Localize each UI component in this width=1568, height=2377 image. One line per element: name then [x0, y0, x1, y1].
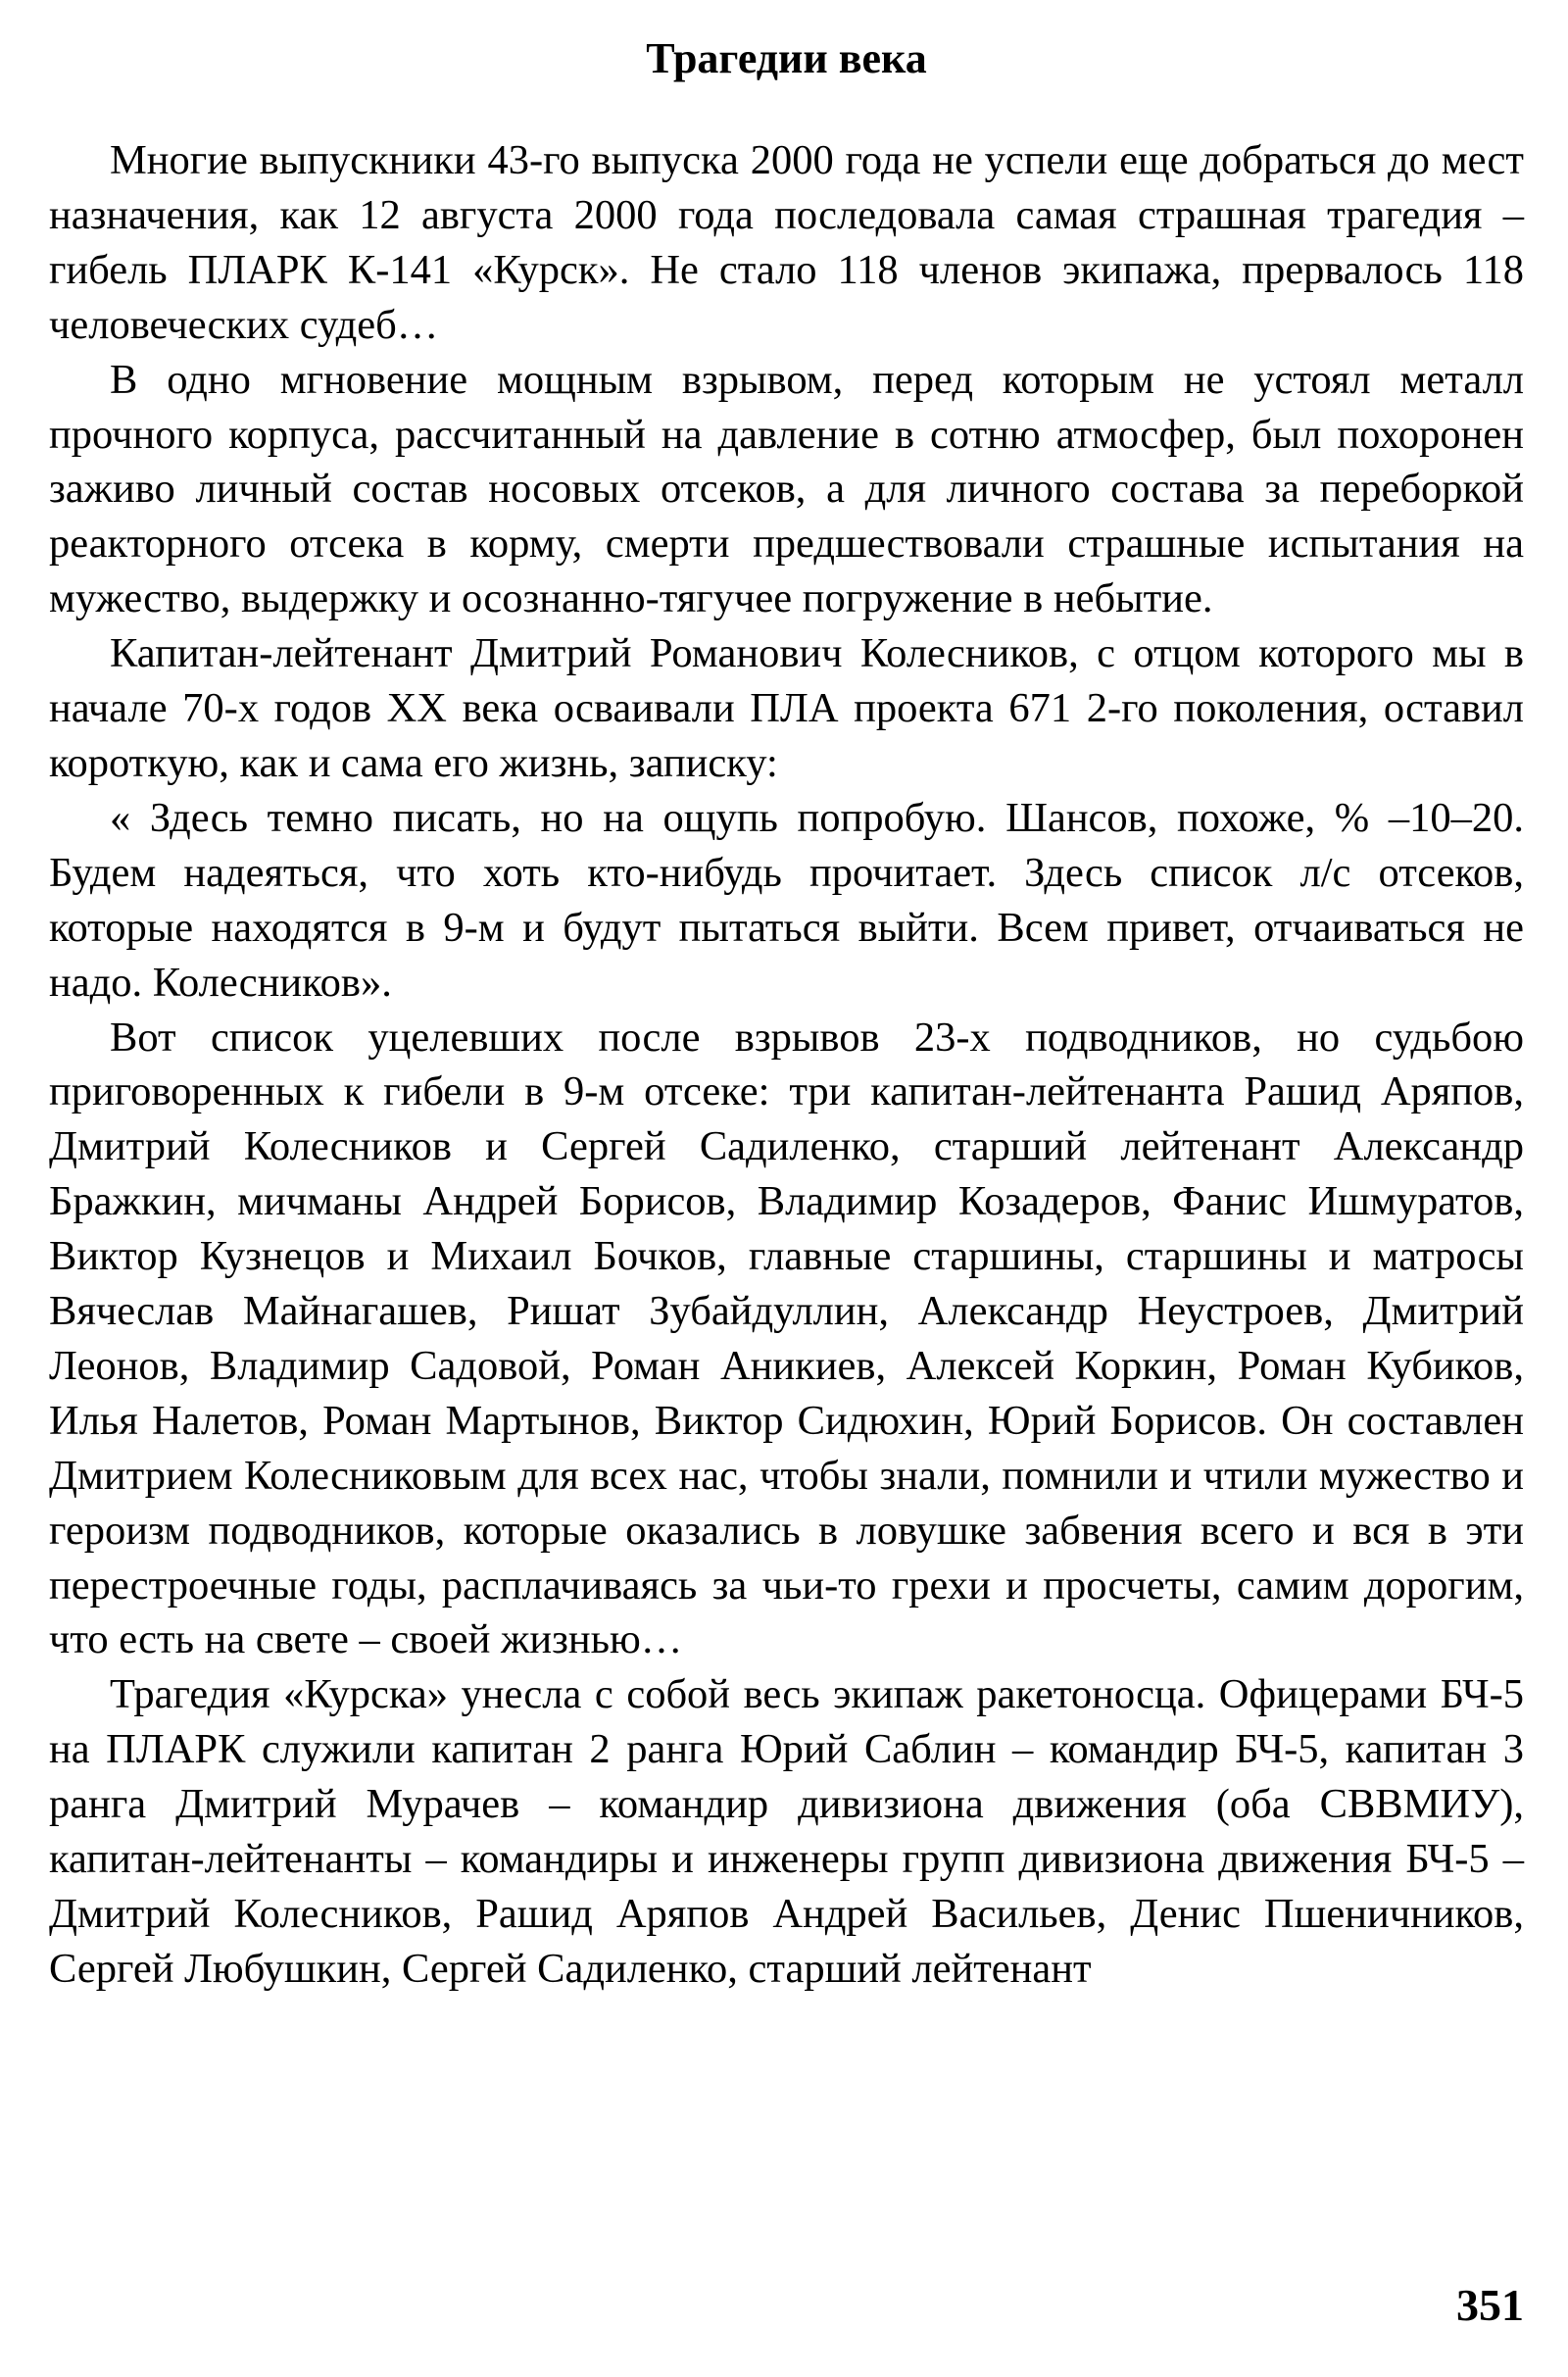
page-number: 351 [1456, 2280, 1524, 2330]
chapter-title: Трагедии века [646, 34, 927, 82]
paragraph: « Здесь темно писать, но на ощупь попробую. Шансов, похоже, % –10–20. Будем надеяться, что хоть кто-нибудь прочитает. Здесь список л/с отсеков, которые находятся в 9-м и будут пытаться выйти. Всем привет, отчаиваться не надо. Колесников». [49, 794, 1524, 1006]
paragraph: Вот список уцелевших после взрывов 23-х подводников, но судьбою приговоренных к гибели в 9-м отсеке: три капитан-лейтенанта Рашид Аряпов, Дмитрий Колесников и Сергей Садиленко, старший лейтенант Александр Бражкин, мичманы Андрей Борисов, Владимир Козадеров, Фанис Ишмуратов, Виктор Кузнецов и Михаил Бочков, главные старшины, старшины и матросы Вячеслав Майнагашев, Ришат Зубайдуллин, Александр Неустроев, Дмитрий Леонов, Владимир Садовой, Роман Аникиев, Алексей Коркин, Роман Кубиков, Илья Налетов, Роман Мартынов, Виктор Сидюхин, Юрий Борисов. Он составлен Дмитрием Колесниковым для всех нас, чтобы знали, помнили и чтили мужество и героизм подводников, которые оказались в ловушке забвения всего и вся в эти перестроечные годы, расплачиваясь за чьи-то грехи и просчеты, самим дорогим, что есть на свете – своей жизнью… [49, 1014, 1524, 1663]
paragraph: В одно мгновение мощным взрывом, перед которым не устоял металл прочного корпуса, рассчитанный на давление в сотню атмосфер, был похоронен заживо личный состав носовых отсеков, а для личного состава за переборкой реакторного отсека в корму, смерти предшествовали страшные испытания на мужество, выдержку и осознанно-тягучее погружение в небытие. [49, 356, 1524, 622]
book-page [49, 29, 1524, 1997]
paragraph: Капитан-лейтенант Дмитрий Романович Колесников, с отцом которого мы в начале 70-х годов XX века осваивали ПЛА проекта 671 2-го поколения, оставил короткую, как и сама его жизнь, записку: [49, 630, 1524, 786]
paragraph: Многие выпускники 43-го выпуска 2000 года не успели еще добраться до мест назначения, как 12 августа 2000 года последовала самая страшная трагедия – гибель ПЛАРК К-141 «Курск». Не стало 118 членов экипажа, прервалось 118 человеческих судеб… [49, 137, 1524, 348]
paragraph: Трагедия «Курска» унесла с собой весь экипаж ракетоносца. Офицерами БЧ-5 на ПЛАРК служили капитан 2 ранга Юрий Саблин – командир БЧ-5, капитан 3 ранга Дмитрий Мурачев – командир дивизиона движения (оба СВВМИУ), капитан-лейтенанты – командиры и инженеры групп дивизиона движения БЧ-5 – Дмитрий Колесников, Рашид Аряпов Андрей Васильев, Денис Пшеничников, Сергей Любушкин, Сергей Садиленко, старший лейтенант [49, 1671, 1524, 1992]
